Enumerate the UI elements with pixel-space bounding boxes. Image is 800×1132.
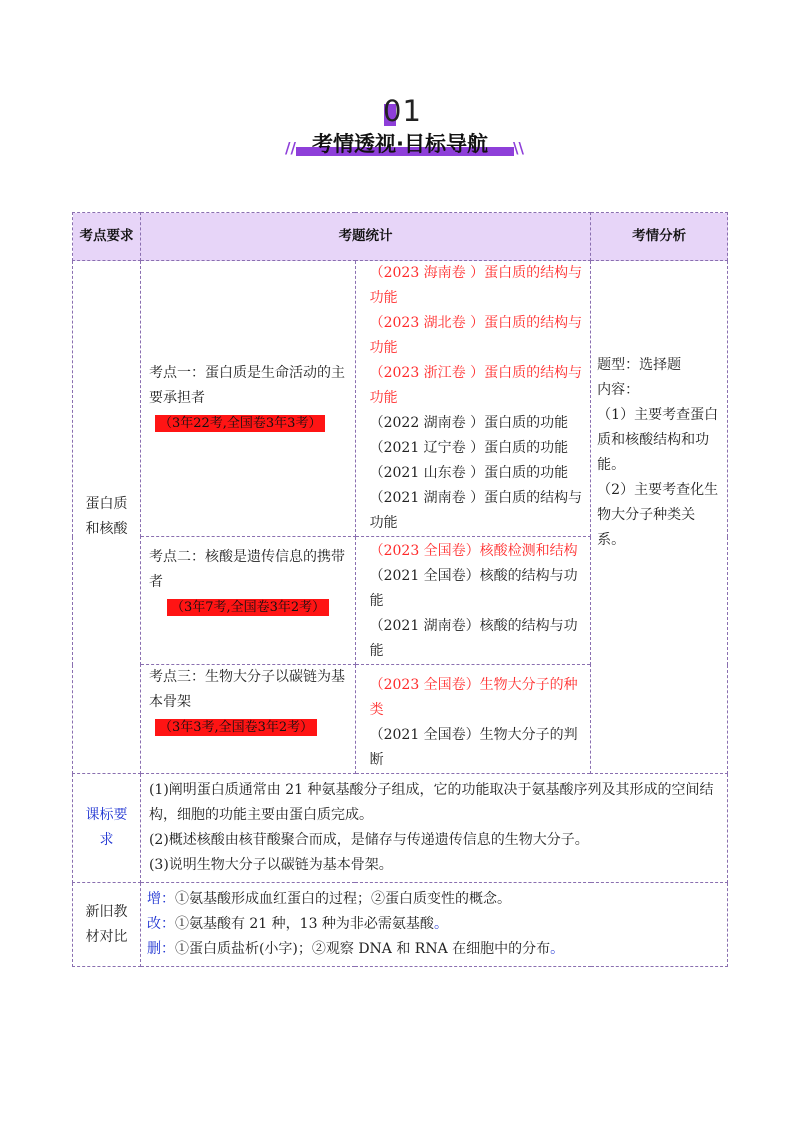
- point-3: [140, 665, 355, 774]
- header-requirement: 考点要求: [73, 213, 141, 261]
- analysis-content-label: 内容：: [597, 382, 640, 398]
- standard-item: (1)阐明蛋白质通常由 21 种氨基酸分子组成，它的功能取决于氨基酸序列及其形成的空间结构，细胞的功能主要由蛋白质完成。: [148, 782, 714, 823]
- compare-delete: [147, 937, 719, 962]
- change-key: 改：: [146, 916, 175, 932]
- point-2: [140, 537, 355, 665]
- point-2-exams: [355, 537, 591, 665]
- exam-item: （2022 湖南卷 ）蛋白质的功能: [369, 415, 569, 431]
- exam-table: [72, 212, 728, 967]
- compare-add: [147, 887, 719, 912]
- standard-item: (2)概述核酸由核苷酸聚合而成，是储存与传递遗传信息的生物大分子。: [148, 832, 589, 848]
- add-text: ①氨基酸形成血红蛋白的过程；②蛋白质变性的概念。: [174, 891, 511, 907]
- point-1: [140, 261, 355, 537]
- compare-content: [140, 883, 727, 967]
- point-1-exams: [355, 261, 591, 537]
- section-header: [0, 90, 800, 170]
- point-3-label: 考点三：生物大分子以碳链为基本骨架: [148, 669, 345, 710]
- exam-item: （2021 山东卷 ）蛋白质的功能: [369, 465, 569, 481]
- point-1-tag: （3年22考,全国卷3年3考）: [155, 415, 326, 432]
- table-row: [73, 774, 728, 883]
- point-2-label: 考点二：核酸是遗传信息的携带者: [148, 549, 345, 590]
- delete-key: 删：: [146, 941, 175, 957]
- point-3-tag: （3年3考,全国卷3年2考）: [155, 719, 317, 736]
- exam-item: （2023 全国卷）核酸检测和结构: [369, 543, 578, 559]
- table-header-row: [73, 213, 728, 261]
- category-cell: [73, 261, 141, 774]
- deco-right: \\: [513, 139, 524, 157]
- section-number: 01: [383, 94, 422, 128]
- point-1-label: 考点一：蛋白质是生命活动的主要承担者: [148, 365, 345, 406]
- change-end: 。: [433, 916, 448, 932]
- standard-item: (3)说明生物大分子以碳链为基本骨架。: [148, 857, 393, 873]
- compare-label: 新旧教材对比: [85, 903, 128, 945]
- delete-text: ①蛋白质盐析(小字)；②观察 DNA 和 RNA 在细胞中的分布: [174, 941, 551, 957]
- standard-label: 课标要求: [85, 807, 128, 848]
- add-key: 增：: [146, 891, 175, 907]
- exam-item: （2021 辽宁卷 ）蛋白质的功能: [369, 440, 569, 456]
- exam-item: （2021 全国卷）核酸的结构与功能: [369, 568, 578, 609]
- delete-end: 。: [550, 941, 565, 957]
- analysis-item: （1）主要考查蛋白质和核酸结构和功能。: [597, 407, 719, 473]
- table-row: [73, 883, 728, 967]
- standard-content: [140, 774, 727, 883]
- table-row: [73, 261, 728, 537]
- analysis-type: 题型：选择题: [597, 357, 682, 373]
- change-text: ①氨基酸有 21 种，13 种为非必需氨基酸: [174, 916, 434, 932]
- compare-change: [147, 912, 719, 937]
- category-label: 蛋白质和核酸: [85, 496, 128, 537]
- header-statistics: 考题统计: [140, 213, 590, 261]
- exam-item: （2023 全国卷）生物大分子的种类: [369, 677, 578, 718]
- point-3-exams: [355, 665, 591, 774]
- header-analysis: 考情分析: [591, 213, 728, 261]
- analysis-cell: [591, 261, 728, 774]
- exam-item: （2023 海南卷 ）蛋白质的结构与功能: [369, 265, 583, 306]
- exam-item: （2021 全国卷）生物大分子的判断: [369, 727, 578, 768]
- exam-item: （2023 浙江卷 ）蛋白质的结构与功能: [369, 365, 583, 406]
- compare-label-cell: [73, 883, 141, 967]
- deco-left: //: [285, 139, 296, 157]
- exam-item: （2023 湖北卷 ）蛋白质的结构与功能: [369, 315, 583, 356]
- standard-label-cell: [73, 774, 141, 883]
- section-title: 考情透视·目标导航: [312, 132, 488, 156]
- point-2-tag: （3年7考,全国卷3年2考）: [167, 599, 329, 616]
- analysis-item: （2）主要考查化生物大分子种类关系。: [597, 482, 719, 548]
- exam-item: （2021 湖南卷 ）蛋白质的结构与功能: [369, 490, 583, 531]
- exam-item: （2021 湖南卷）核酸的结构与功能: [369, 618, 578, 659]
